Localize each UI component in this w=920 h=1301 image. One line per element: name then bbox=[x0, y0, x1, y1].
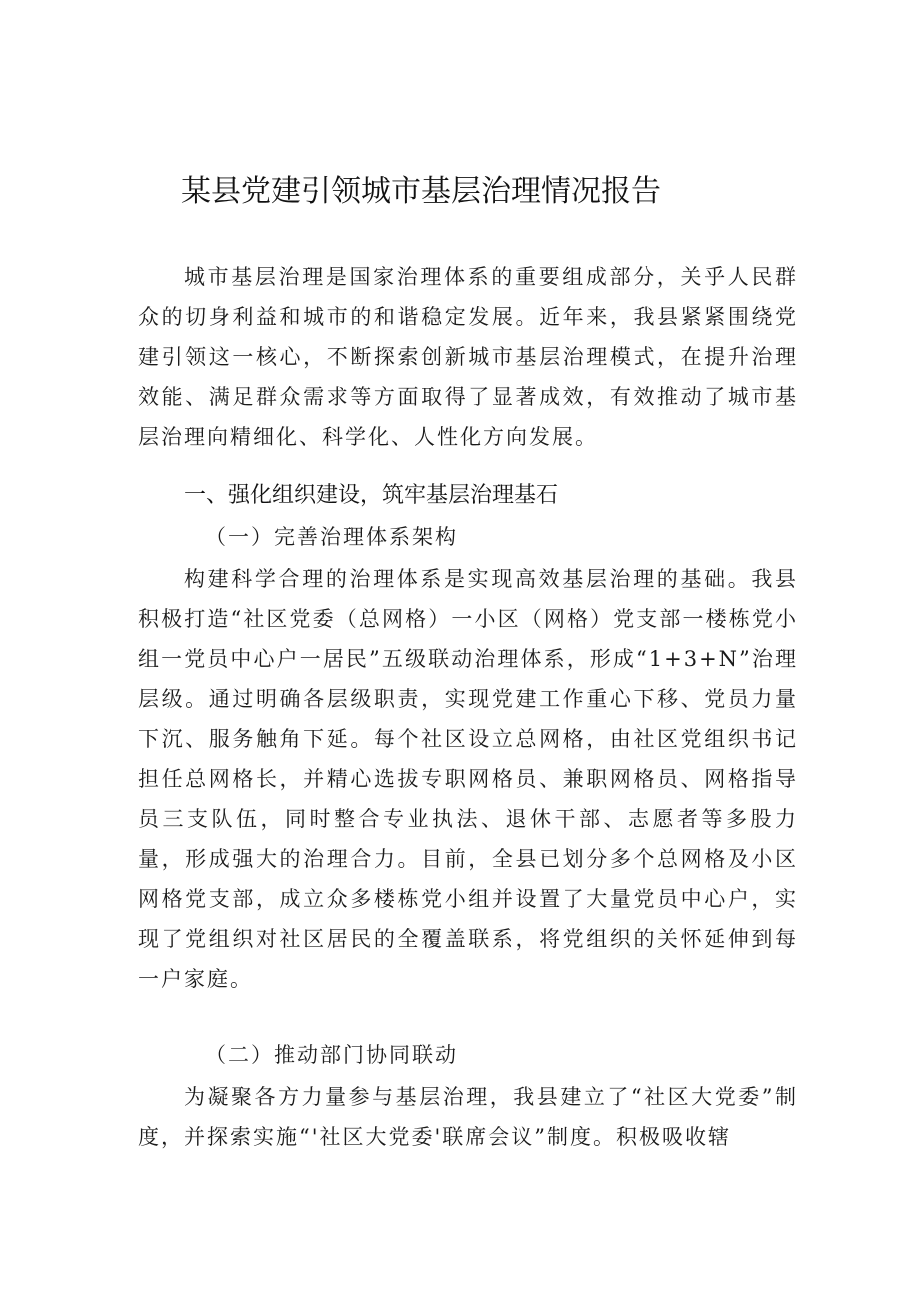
intro-paragraph: 城市基层治理是国家治理体系的重要组成部分，关乎人民群众的切身利益和城市的和谐稳定发展。近年来，我县紧紧围绕党建引领这一核心，不断探索创新城市基层治理模式，在提升治理效能、满足群众需求等方面取得了显著成效，有效推动了城市基层治理向精细化、科学化、人性化方向发展。 bbox=[138, 265, 798, 449]
section-1-heading: 一、强化组织建设，筑牢基层治理基石 bbox=[184, 483, 559, 508]
document-title: 某县党建引领城市基层治理情况报告 bbox=[181, 174, 661, 209]
subsection-1-heading: （一）完善治理体系架构 bbox=[205, 525, 458, 549]
subsection-2-paragraph: 为凝聚各方力量参与基层治理，我县建立了“社区大党委”制度，并探索实施“'社区大党委'联席会议”制度。积极吸收辖 bbox=[138, 1085, 798, 1149]
subsection-2-heading: （二）推动部门协同联动 bbox=[205, 1043, 458, 1067]
subsection-1-paragraph: 构建科学合理的治理体系是实现高效基层治理的基础。我县积极打造“社区党委（总网格）一小区（网格）党支部一楼栋党小组一党员中心户一居民”五级联动治理体系，形成“1+3+N”治理层级。通过明确各层级职责，实现党建工作重心下移、党员力量下沉、服务触角下延。每个社区设立总网格，由社区党组织书记担任总网格长，并精心选拔专职网格员、兼职网格员、网格指导员三支队伍，同时整合专业执法、退休干部、志愿者等多股力量，形成强大的治理合力。目前，全县已划分多个总网格及小区网格党支部，成立众多楼栋党小组并设置了大量党员中心户，实现了党组织对社区居民的全覆盖联系，将党组织的关怀延伸到每一户家庭。 bbox=[138, 567, 798, 991]
